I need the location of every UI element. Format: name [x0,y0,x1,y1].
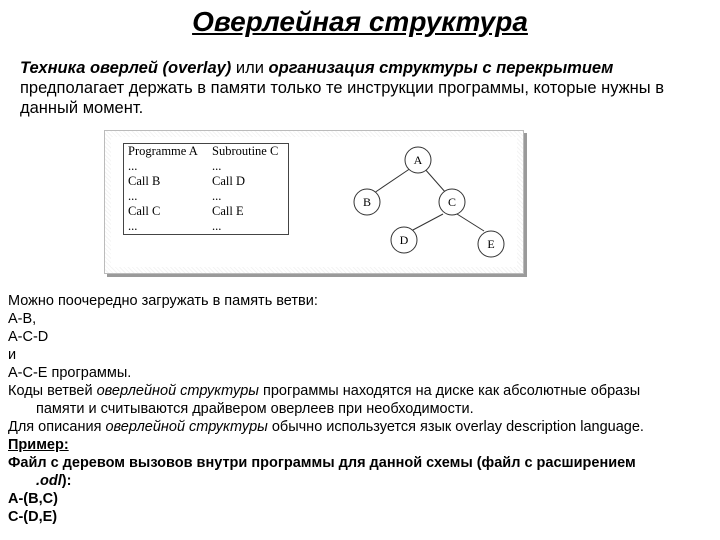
code-line: ... [128,189,138,203]
code-line: Call C [128,204,161,218]
code-line: Call D [212,174,245,188]
node-a-label: A [413,153,423,167]
code-listing-box [123,143,289,235]
odl-code-line: А-(В,С) [8,491,58,507]
body-paragraph [8,382,713,400]
example-description: Файл с деревом вызовов внутри программы для данной схемы (файл с расширением [8,455,636,471]
subroutine-c-column [212,144,278,234]
edge-c-e [457,214,484,231]
edge-c-d [411,214,443,231]
code-line: Call B [128,174,161,188]
example-description-continuation [8,472,713,490]
body-line: А-В, [8,311,37,327]
figure-panel [111,137,517,267]
body-line: А-С-Е программы. [8,365,132,381]
term-overlap-structure: организация структуры с перекрытием [268,59,614,77]
body-line: Можно поочередно загружать в память ветви: [8,293,318,309]
body-line: А-С-D [8,329,49,345]
node-e-label: E [487,237,495,251]
node-c-label: C [447,195,457,209]
code-line: ... [128,219,138,233]
body-paragraph-continuation: памяти и считываются драйвером оверлеев при необходимости. [36,401,474,417]
term-italic: оверлейной структуры [96,383,259,399]
example-heading: Пример: [8,437,69,453]
text-span: программы находятся на диске как абсолютные образы [258,383,641,399]
code-line: Subroutine C [212,144,279,158]
code-line: ... [212,189,222,203]
node-b-label: B [362,195,372,209]
text-span: Коды ветвей [8,383,97,399]
node-d-label: D [399,233,409,247]
code-line: Call E [212,204,244,218]
body-text [8,292,713,526]
intro-connector: или [231,59,269,77]
text-span: Для описания [8,419,106,435]
code-line: Programme A [128,144,198,158]
odl-code-line: С-(D,Е) [8,509,58,525]
programme-a-column [128,144,198,234]
overlay-figure [104,130,524,274]
call-tree-diagram [339,141,519,265]
file-extension: .odl [36,473,62,489]
body-paragraph [8,418,713,436]
text-span: ): [61,473,72,489]
intro-paragraph [20,58,680,118]
edge-a-c [424,168,446,193]
code-line: ... [212,219,222,233]
page-title: Оверлейная структура [192,6,528,37]
code-line: ... [212,159,222,173]
intro-text: предполагает держать в памяти только те инструкции программы, которые нужны в данный момент. [20,79,664,117]
body-line: и [8,347,17,363]
code-line: ... [128,159,138,173]
edge-a-b [374,168,411,193]
term-overlay: Техника оверлей (overlay) [20,59,232,77]
text-span: обычно используется язык overlay description language. [267,419,644,435]
term-italic: оверлейной структуры [105,419,268,435]
